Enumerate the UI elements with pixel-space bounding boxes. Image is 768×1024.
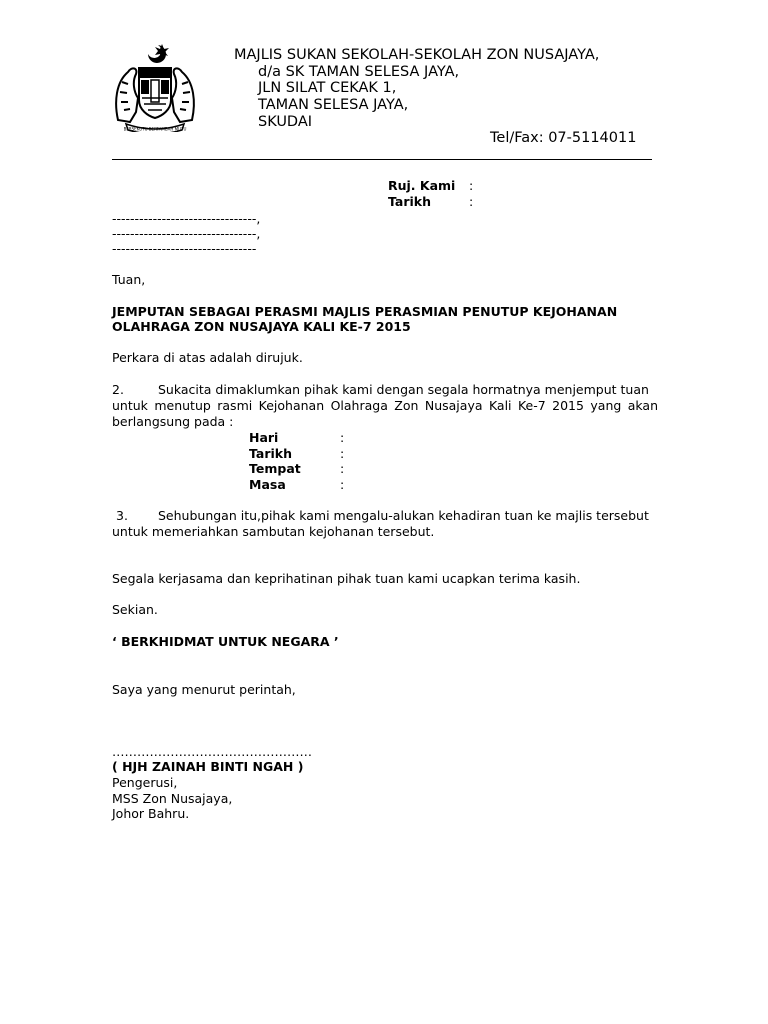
address-line-1: d/a SK TAMAN SELESA JAYA,: [258, 64, 460, 80]
detail-day-label: Hari: [249, 430, 279, 445]
paragraph-2-number: 2.: [112, 382, 124, 397]
signatory-title-2: MSS Zon Nusajaya,: [112, 791, 233, 806]
address-line-3: TAMAN SELESA JAYA,: [258, 97, 409, 113]
ref-date-colon: :: [469, 194, 474, 209]
closing: Sekian.: [112, 602, 158, 617]
detail-time-label: Masa: [249, 477, 286, 492]
signatory-title-3: Johor Bahru.: [112, 806, 190, 821]
paragraph-3-rest: untuk memeriahkan sambutan kejohanan tersebut.: [112, 524, 435, 539]
paragraph-2-first-line: Sukacita dimaklumkan pihak kami dengan segala hormatnya menjemput tuan: [158, 382, 649, 397]
signatory-name: ( HJH ZAINAH BINTI NGAH ): [112, 759, 304, 774]
recipient-line-1: --------------------------------,: [112, 211, 261, 226]
yours-faithfully: Saya yang menurut perintah,: [112, 682, 296, 697]
detail-date-colon: :: [340, 446, 345, 461]
paragraph-3-number: 3.: [116, 508, 128, 523]
detail-day-colon: :: [340, 430, 345, 445]
paragraph-2-rest: untuk menutup rasmi Kejohanan Olahraga Zon Nusajaya Kali Ke-7 2015 yang akan berlangsung pada :: [112, 398, 658, 429]
address-line-4: SKUDAI: [258, 114, 313, 130]
subject-line-1: JEMPUTAN SEBAGAI PERASMI MAJLIS PERASMIAN PENUTUP KEJOHANAN: [112, 304, 618, 319]
detail-place-label: Tempat: [249, 461, 301, 476]
signature-line: …………………………………………: [112, 744, 312, 759]
recipient-line-3: --------------------------------: [112, 241, 257, 256]
detail-date-label: Tarikh: [249, 446, 293, 461]
motto: ‘ BERKHIDMAT UNTUK NEGARA ’: [112, 634, 339, 649]
paragraph-3-first-line: Sehubungan itu,pihak kami mengalu-alukan kehadiran tuan ke majlis tersebut: [158, 508, 649, 523]
ruj-kami-colon: :: [469, 178, 474, 193]
signatory-title-1: Pengerusi,: [112, 775, 178, 790]
detail-place-colon: :: [340, 461, 345, 476]
ref-date-label: Tarikh: [388, 194, 432, 209]
tel-fax: Tel/Fax: 07-5114011: [490, 130, 637, 146]
coat-of-arms-logo: [112, 42, 198, 132]
subject-line-2: OLAHRAGA ZON NUSAJAYA KALI KE-7 2015: [112, 319, 411, 334]
svg-text:BERSEKUTU BERTAMBAH MUTU: BERSEKUTU BERTAMBAH MUTU: [123, 126, 187, 132]
address-line-2: JLN SILAT CEKAK 1,: [258, 80, 397, 96]
ruj-kami-label: Ruj. Kami: [388, 178, 456, 193]
org-name: MAJLIS SUKAN SEKOLAH-SEKOLAH ZON NUSAJAYA,: [234, 47, 600, 63]
detail-time-colon: :: [340, 477, 345, 492]
salutation: Tuan,: [112, 272, 146, 287]
paragraph-1: Perkara di atas adalah dirujuk.: [112, 350, 303, 365]
recipient-line-2: --------------------------------,: [112, 226, 261, 241]
header-divider: [112, 159, 652, 160]
paragraph-4: Segala kerjasama dan keprihatinan pihak tuan kami ucapkan terima kasih.: [112, 571, 581, 586]
